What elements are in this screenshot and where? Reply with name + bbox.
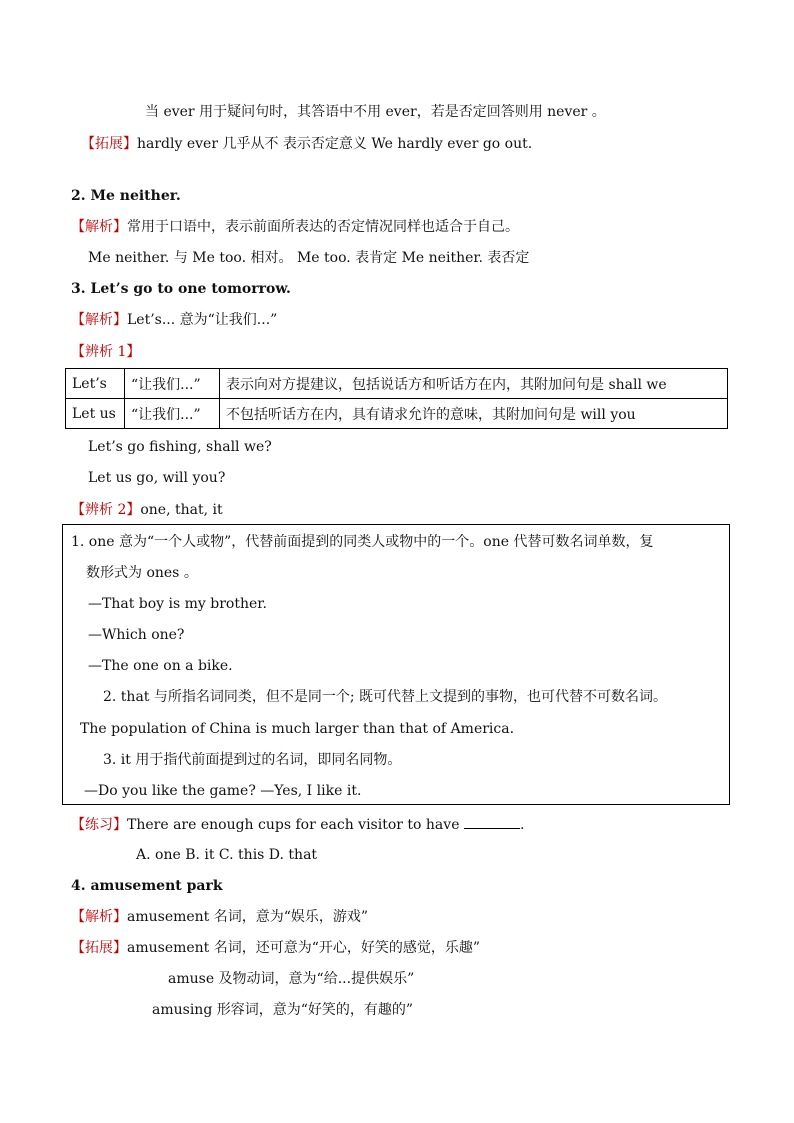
answer-blank: [464, 815, 520, 829]
analysis-text: Let’s... 意为“让我们...”: [127, 312, 278, 328]
analysis-text: 常用于口语中，表示前面所表达的否定情况同样也适合于自己。: [127, 219, 519, 235]
heading-me-neither: 2. Me neither.: [71, 188, 181, 204]
example-lets-go-fishing: Let’s go fishing, shall we?: [88, 439, 272, 455]
distinction-2: [71, 501, 223, 519]
box-example-line: —Which one?: [88, 627, 185, 643]
analysis-lets: [71, 311, 277, 329]
analysis-amusement: [71, 908, 368, 926]
lets-vs-let-us-table: [65, 368, 728, 429]
distinction-1-tag: 【辨析 1】: [71, 344, 141, 360]
table-cell: 不包括听话方在内，具有请求允许的意味，其附加问句是 will you: [220, 399, 728, 429]
analysis-tag: 【解析】: [71, 909, 127, 925]
table-cell: 表示向对方提建议，包括说话方和听话方在内，其附加问句是 shall we: [220, 369, 728, 399]
analysis-tag: 【解析】: [71, 219, 127, 235]
extension-text: hardly ever 几乎从不 表示否定意义 We hardly ever go out.: [137, 136, 533, 152]
extension-hardly-ever: [81, 135, 532, 153]
analysis-tag: 【解析】: [71, 312, 127, 328]
extension-amusement: [71, 939, 480, 957]
amusing-definition: amusing 形容词，意为“好笑的，有趣的”: [152, 1002, 414, 1018]
extension-tag: 【拓展】: [81, 136, 137, 152]
table-row: [66, 399, 728, 429]
table-cell: “让我们...”: [125, 369, 220, 399]
me-too-comparison: Me neither. 与 Me too. 相对。 Me too. 表肯定 Me neither. 表否定: [88, 250, 530, 266]
practice-tag: 【练习】: [71, 817, 127, 833]
table-row: [66, 369, 728, 399]
box-that-explanation: 2. that 与所指名词同类，但不是同一个; 既可代替上文提到的事物，也可代替不可数名词。: [103, 689, 668, 705]
distinction-2-text: one, that, it: [140, 502, 223, 518]
box-example-line: —The one on a bike.: [88, 658, 233, 674]
practice-question: [71, 815, 524, 834]
heading-lets-go: 3. Let’s go to one tomorrow.: [71, 281, 291, 297]
example-let-us-go: Let us go, will you?: [88, 470, 226, 486]
table-cell: “让我们...”: [125, 399, 220, 429]
box-it-explanation: 3. it 用于指代前面提到过的名词，即同名同物。: [103, 752, 402, 768]
practice-text: There are enough cups for each visitor to have: [127, 817, 460, 833]
analysis-text: amusement 名词，意为“娱乐，游戏”: [127, 909, 369, 925]
box-example-line: —That boy is my brother.: [88, 596, 267, 612]
practice-period: .: [519, 817, 525, 833]
table-cell: Let us: [66, 399, 125, 429]
analysis-me-neither: [71, 218, 519, 236]
box-one-plural: 数形式为 ones 。: [86, 565, 198, 581]
box-that-example: The population of China is much larger than that of America.: [80, 721, 515, 737]
heading-amusement-park: 4. amusement park: [71, 878, 223, 894]
practice-options: A. one B. it C. this D. that: [136, 847, 318, 863]
amuse-definition: amuse 及物动词，意为“给...提供娱乐”: [168, 971, 415, 987]
ever-usage-note: 当 ever 用于疑问句时，其答语中不用 ever，若是否定回答则用 never 。: [145, 104, 606, 120]
extension-tag: 【拓展】: [71, 940, 127, 956]
box-it-example: —Do you like the game? —Yes, I like it.: [84, 783, 362, 799]
table-cell: Let’s: [66, 369, 125, 399]
distinction-2-tag: 【辨析 2】: [71, 502, 141, 518]
extension-text: amusement 名词，还可意为“开心，好笑的感觉，乐趣”: [127, 940, 481, 956]
box-one-explanation: 1. one 意为“一个人或物”，代替前面提到的同类人或物中的一个。one 代替可数名词单数，复: [71, 534, 654, 550]
